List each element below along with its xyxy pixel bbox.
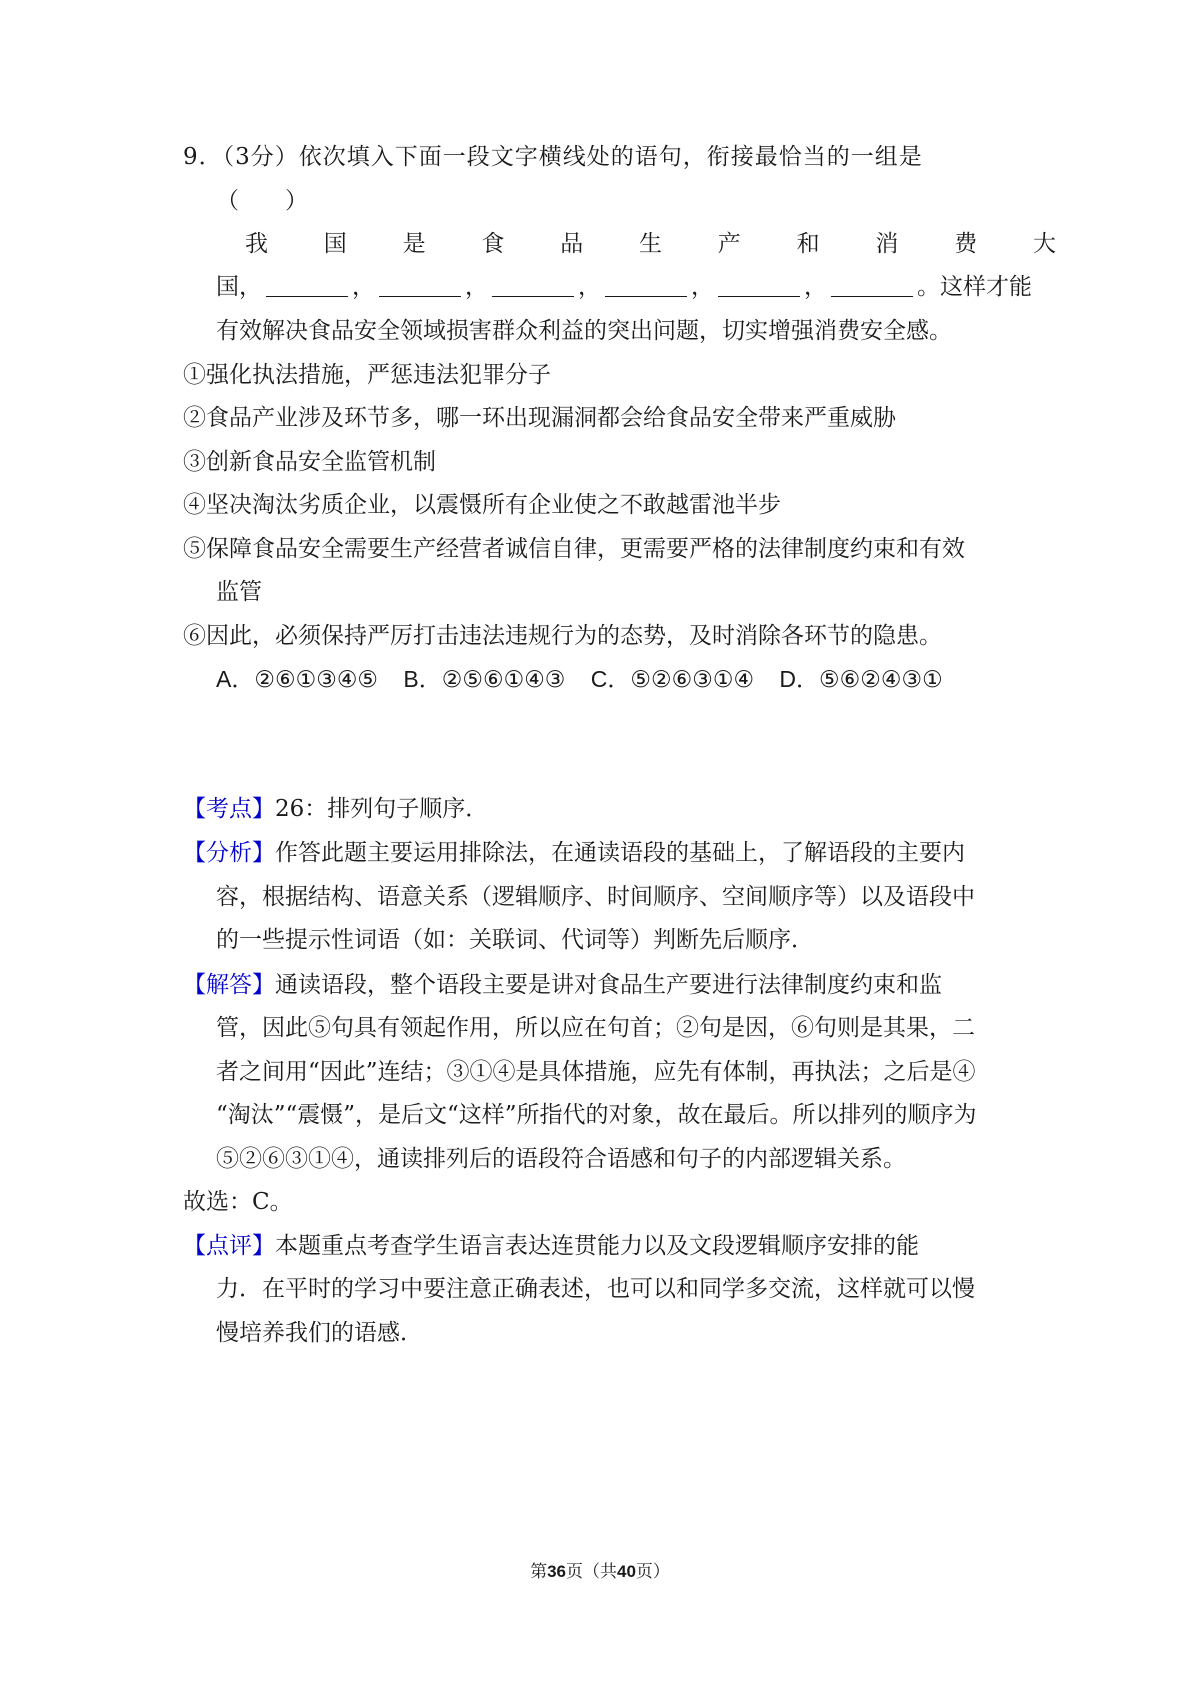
sentence-item-5: ⑤保障食品安全需要生产经营者诚信自律，更需要严格的法律制度约束和有效 [183,536,965,562]
passage-char: 费 [954,231,978,257]
passage-line1 [245,229,1056,259]
fenxi-line1 [183,838,965,868]
question-stem-line2: （ ） [216,188,308,214]
kaodian-tag: 【考点】 [183,796,275,822]
passage-char: 产 [717,231,741,257]
jieda-line3: 者之间用“因此”连结；③①④是具体措施，应先有体制，再执法；之后是④ [216,1059,976,1085]
fenxi-line3: 的一些提示性词语（如：关联词、代词等）判断先后顺序． [216,927,814,953]
passage-char: 和 [796,231,820,257]
dianping-tag: 【点评】 [183,1233,275,1259]
dianping-text: 本题重点考查学生语言表达连贯能力以及文段逻辑顺序安排的能 [275,1233,919,1259]
option-a[interactable]: A．②⑥①③④⑤ [216,666,379,692]
fill-blank-4[interactable] [605,274,687,297]
final-answer: 故选：C。 [183,1189,293,1215]
jieda-tag: 【解答】 [183,972,275,998]
current-page-number: 36 [547,1562,566,1581]
sentence-item-6: ⑥因此，必须保持严厉打击违法违规行为的态势，及时消除各环节的隐患。 [183,623,942,649]
passage-line2-end: 。这样才能 [917,274,1032,300]
fill-blank-2[interactable] [379,274,461,297]
blank-separator: ， [578,274,601,300]
fill-blank-3[interactable] [492,274,574,297]
option-b[interactable]: B．②⑤⑥①④③ [403,666,566,692]
total-page-number: 40 [617,1562,636,1581]
sentence-item-1: ①强化执法措施，严惩违法犯罪分子 [183,362,551,388]
passage-line3: 有效解决食品安全领域损害群众利益的突出问题，切实增强消费安全感。 [216,318,952,344]
footer-mid: 页（共 [566,1562,617,1582]
fenxi-line2: 容，根据结构、语意关系（逻辑顺序、时间顺序、空间顺序等）以及语段中 [216,884,975,910]
option-d[interactable]: D．⑤⑥②④③① [779,666,943,692]
footer-prefix: 第 [530,1562,548,1582]
jieda-line1 [183,970,942,1000]
blank-separator: ， [804,274,827,300]
footer-suffix: 页） [635,1562,670,1582]
dianping-line1 [183,1231,919,1261]
kaodian-text: 26：排列句子顺序． [275,796,489,822]
sentence-item-4: ④坚决淘汰劣质企业，以震慑所有企业使之不敢越雷池半步 [183,492,781,518]
jieda-text: 通读语段，整个语段主要是讲对食品生产要进行法律制度约束和监 [275,972,942,998]
passage-char: 大 [1032,231,1056,257]
sentence-item-5-cont: 监管 [216,579,262,605]
dianping-line2: 力．在平时的学习中要注意正确表述，也可以和同学多交流，这样就可以慢 [216,1276,975,1302]
passage-char: 国 [323,231,347,257]
page-footer [0,1561,1200,1583]
answer-options [216,664,961,695]
sentence-item-3: ③创新食品安全监管机制 [183,449,436,475]
kaodian-line [183,794,488,824]
option-c[interactable]: C．⑤②⑥③①④ [590,666,755,692]
sentence-item-2: ②食品产业涉及环节多，哪一环出现漏洞都会给食品安全带来严重威胁 [183,405,896,431]
passage-line2-start: 国， [216,274,262,300]
passage-char: 食 [481,231,505,257]
fill-blank-6[interactable] [831,274,913,297]
passage-char: 是 [402,231,426,257]
fenxi-tag: 【分析】 [183,840,275,866]
passage-char: 我 [245,231,268,257]
blank-separator: ， [691,274,714,300]
jieda-line2: 管，因此⑤句具有领起作用，所以应在句首；②句是因，⑥句则是其果，二 [216,1015,975,1041]
fill-blank-5[interactable] [718,274,800,297]
blank-separator: ， [352,274,375,300]
passage-char: 生 [638,231,662,257]
passage-line2 [216,272,1032,302]
question-stem-line1: 9．（3分）依次填入下面一段文字横线处的语句，衔接最恰当的一组是 [183,144,923,170]
passage-char: 消 [875,231,899,257]
fenxi-text: 作答此题主要运用排除法，在通读语段的基础上，了解语段的主要内 [275,840,965,866]
dianping-line3: 慢培养我们的语感． [216,1320,423,1346]
fill-blank-1[interactable] [266,274,348,297]
passage-char: 品 [560,231,584,257]
blank-separator: ， [465,274,488,300]
jieda-line4: “淘汰”“震慑”，是后文“这样”所指代的对象，故在最后。所以排列的顺序为 [216,1102,977,1128]
jieda-line5: ⑤②⑥③①④，通读排列后的语段符合语感和句子的内部逻辑关系。 [216,1146,906,1172]
